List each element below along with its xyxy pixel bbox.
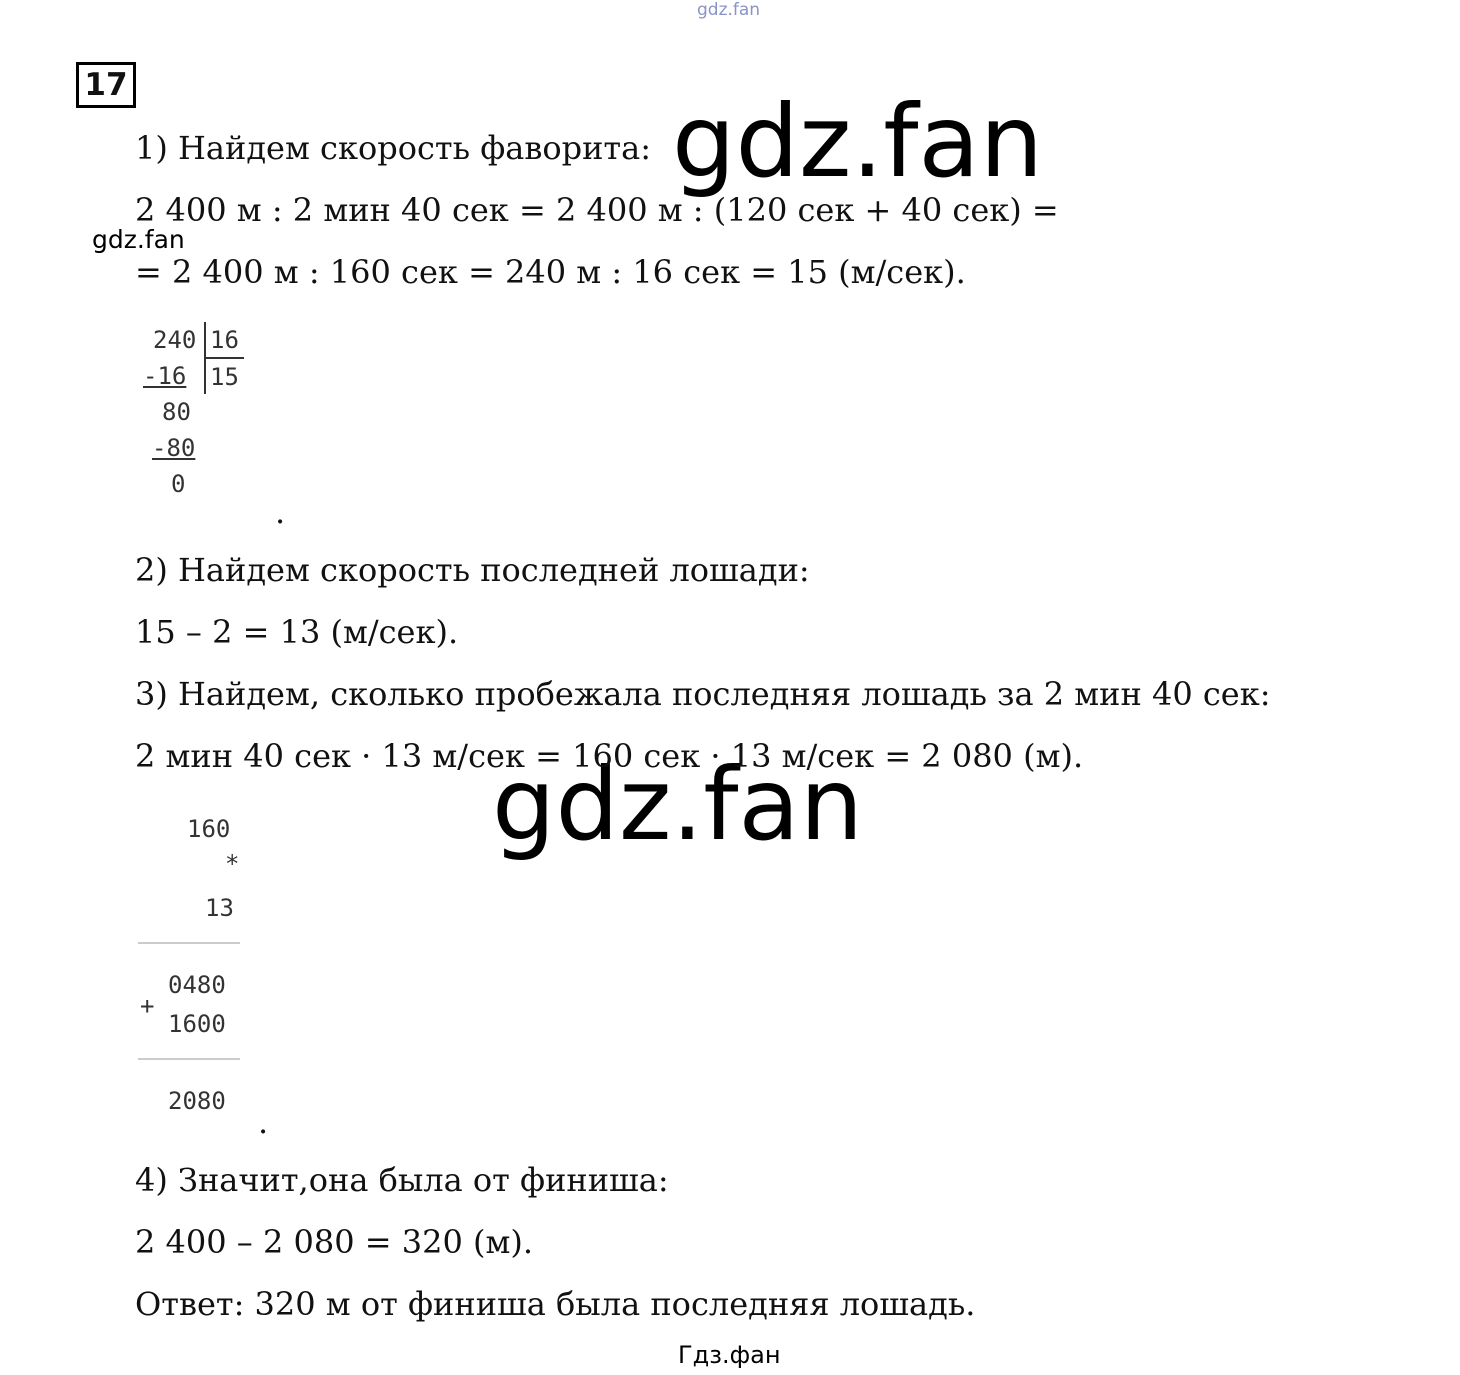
multiplication-line-2: [138, 1058, 240, 1060]
division-dividend: 240: [153, 326, 197, 354]
division-remainder-1: 80: [162, 398, 191, 426]
watermark-bottom: Гдз.фан: [678, 1341, 781, 1369]
step-1-equation-1: 2 400 м : 2 мин 40 сек = 2 400 м : (120 сек + 40 сек) =: [135, 191, 1059, 229]
dot-after-multiplication: .: [258, 1103, 269, 1141]
watermark-large-1: gdz.fan: [672, 83, 1044, 200]
division-divisor: 16: [210, 326, 239, 354]
division-horizontal-line: [206, 357, 244, 359]
step-2-equation: 15 – 2 = 13 (м/сек).: [135, 613, 459, 651]
step-3-equation: 2 мин 40 сек · 13 м/сек = 160 сек · 13 м/сек = 2 080 (м).: [135, 737, 1084, 775]
step-3-title: 3) Найдем, сколько пробежала последняя лошадь за 2 мин 40 сек:: [135, 675, 1271, 713]
watermark-top: gdz.fan: [697, 0, 761, 20]
dot-after-division: .: [275, 493, 286, 531]
answer-line: Ответ: 320 м от финиша была последняя лошадь.: [135, 1285, 976, 1323]
multiplication-line-1: [138, 942, 240, 944]
task-number-box: 17: [76, 62, 136, 108]
multiplication-plus-sign: +: [140, 992, 155, 1020]
division-remainder-2: 0: [171, 470, 186, 498]
multiplication-factor-2: 13: [205, 894, 234, 922]
multiplication-partial-2: 1600: [168, 1010, 226, 1038]
step-1-title: 1) Найдем скорость фаворита:: [135, 129, 651, 167]
step-1-equation-2: = 2 400 м : 160 сек = 240 м : 16 сек = 15 (м/сек).: [135, 253, 966, 291]
watermark-large-2: gdz.fan: [492, 746, 864, 863]
step-4-equation: 2 400 – 2 080 = 320 (м).: [135, 1223, 533, 1261]
division-subtract-2: -80: [152, 434, 196, 462]
division-subtract-1: -16: [143, 362, 187, 390]
step-2-title: 2) Найдем скорость последней лошади:: [135, 551, 810, 589]
division-quotient: 15: [210, 363, 239, 391]
multiplication-partial-1: 0480: [168, 971, 226, 999]
multiplication-sign: *: [225, 850, 240, 878]
step-4-title: 4) Значит,она была от финиша:: [135, 1161, 669, 1199]
multiplication-result: 2080: [168, 1087, 226, 1115]
watermark-small-left: gdz.fan: [92, 225, 185, 254]
multiplication-factor-1: 160: [187, 815, 231, 843]
